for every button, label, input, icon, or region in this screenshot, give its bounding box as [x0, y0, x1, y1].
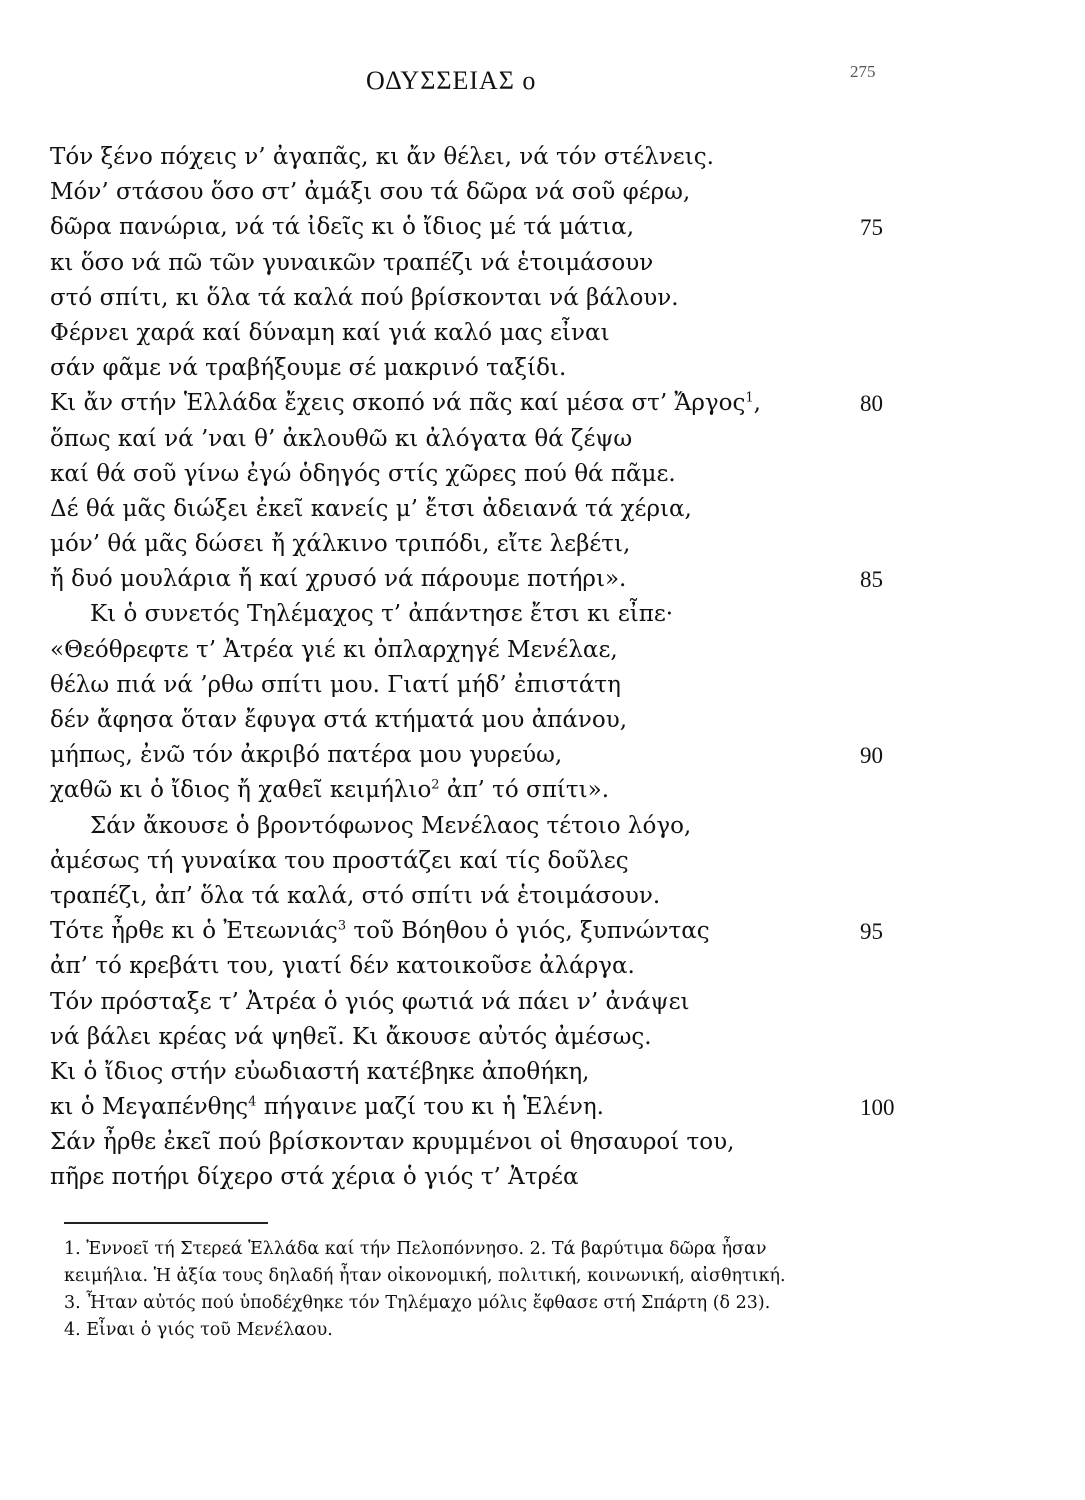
verse-text-main: σάν φᾶμε νά τραβήξουμε σέ μακρινό ταξίδι.: [50, 355, 567, 382]
verse-line: [0, 422, 1085, 457]
verse-line: [0, 914, 1085, 949]
verse-text-main: πῆρε ποτήρι δίχερο στά χέρια ὁ γιός τ’ Ἀτρέα: [50, 1164, 579, 1191]
footnote-line: 4. Εἶναι ὁ γιός τοῦ Μενέλαου.: [64, 1320, 333, 1340]
verse-text: [50, 316, 610, 351]
verse-line: [0, 809, 1085, 844]
verse-text-main: ὅπως καί νά ’ναι θ’ ἀκλουθῶ κι ἀλόγατα θά ζέψω: [50, 425, 633, 452]
verse-text: [50, 1055, 589, 1090]
line-number: 75: [860, 215, 883, 241]
verse-text: [50, 844, 629, 879]
verse-line: [0, 844, 1085, 879]
verse-line: [0, 281, 1085, 316]
verse-line: [0, 246, 1085, 281]
verse-text-main: Τότε ἦρθε κι ὁ Ἐτεωνιάς: [50, 918, 338, 945]
verse-line: [0, 492, 1085, 527]
verse-text: [50, 879, 660, 914]
verse-text-main: ἤ δυό μουλάρια ἤ καί χρυσό νά πάρουμε ποτήρι».: [50, 566, 627, 593]
verse-text: [50, 175, 690, 210]
verse-text-main: Μόν’ στάσου ὅσο στ’ ἀμάξι σου τά δῶρα νά σοῦ φέρω,: [50, 179, 691, 206]
verse-line: [0, 985, 1085, 1020]
verse-text-main: Κι ὁ συνετός Τηλέμαχος τ’ ἀπάντησε ἔτσι κι εἶπε·: [90, 601, 674, 628]
line-number: 100: [860, 1095, 895, 1121]
line-number: 80: [860, 391, 883, 417]
verse-text-main: στό σπίτι, κι ὅλα τά καλά πού βρίσκονται νά βάλουν.: [50, 284, 679, 311]
verse-text-main: Σάν ἦρθε ἐκεῖ πού βρίσκονταν κρυμμένοι οἱ θησαυροί του,: [50, 1129, 735, 1156]
verse-text-main: τραπέζι, ἀπ’ ὅλα τά καλά, στό σπίτι νά ἑτοιμάσουν.: [50, 882, 661, 909]
verse-line: [0, 316, 1085, 351]
verse-text: [90, 597, 673, 632]
verse-text-main: μόν’ θά μᾶς δώσει ἤ χάλκινο τριπόδι, εἴτε λεβέτι,: [50, 531, 631, 558]
verse-text-main: δῶρα πανώρια, νά τά ἰδεῖς κι ὁ ἴδιος μέ τά μάτια,: [50, 214, 635, 241]
verse-text: [50, 1090, 604, 1125]
verse-text-main: καί θά σοῦ γίνω ἐγώ ὁδηγός στίς χῶρες πού θά πᾶμε.: [50, 460, 676, 487]
verse-text-tail: ἀπ’ τό σπίτι».: [439, 777, 610, 804]
verse-text: [50, 1160, 578, 1195]
verse-text: [50, 386, 761, 421]
verse-text-tail: πήγαινε μαζί του κι ἡ Ἑλένη.: [256, 1094, 604, 1121]
verse-line: [0, 949, 1085, 984]
line-number: 90: [860, 743, 883, 769]
verse-text: [50, 914, 710, 949]
verse-line: [0, 351, 1085, 386]
verse-text: [50, 210, 634, 245]
verse-line: [0, 879, 1085, 914]
verse-text-main: θέλω πιά νά ’ρθω σπίτι μου. Γιατί μήδ’ ἐπιστάτη: [50, 671, 621, 698]
verse-line: [0, 1125, 1085, 1160]
verse-line: [0, 527, 1085, 562]
verse-line: [0, 1055, 1085, 1090]
verse-line: [0, 386, 1085, 421]
verse-text: [50, 985, 690, 1020]
verse-line: [0, 703, 1085, 738]
verse-text: [50, 633, 618, 668]
verse-line: [0, 562, 1085, 597]
verse-text: [50, 703, 627, 738]
verse-line: [0, 457, 1085, 492]
footnote-separator: [64, 1222, 268, 1224]
verse-text-main: χαθῶ κι ὁ ἴδιος ἤ χαθεῖ κειμήλιο: [50, 777, 432, 804]
verse-text: [50, 422, 632, 457]
footnote-marker: 3: [337, 918, 347, 934]
verse-text-main: Φέρνει χαρά καί δύναμη καί γιά καλό μας εἶναι: [50, 319, 610, 346]
verse-text-main: Κι ἄν στήν Ἑλλάδα ἔχεις σκοπό νά πᾶς καί μέσα στ’ Ἄργος: [50, 390, 746, 417]
verse-text: [50, 281, 679, 316]
page-number: 275: [850, 62, 876, 81]
verse-block: [0, 140, 1085, 1196]
verse-line: [0, 773, 1085, 808]
verse-text-main: μήπως, ἐνῶ τόν ἀκριβό πατέρα μου γυρεύω,: [50, 742, 563, 769]
verse-line: [0, 1020, 1085, 1055]
footnote-marker: 2: [431, 777, 440, 793]
verse-line: [0, 175, 1085, 210]
verse-text-main: Κι ὁ ἴδιος στήν εὐωδιαστή κατέβηκε ἀποθήκη,: [50, 1058, 590, 1085]
verse-text: [50, 1125, 734, 1160]
verse-text-main: ἀμέσως τή γυναίκα του προστάζει καί τίς δοῦλες: [50, 847, 629, 874]
footnote-marker: 4: [248, 1094, 257, 1110]
verse-line: [0, 597, 1085, 632]
footnote-marker: 1: [745, 390, 754, 406]
verse-line: [0, 738, 1085, 773]
verse-line: [0, 633, 1085, 668]
verse-text: [50, 457, 676, 492]
verse-text-main: «Θεόθρεφτε τ’ Ἀτρέα γιέ κι ὀπλαρχηγέ Μενέλαε,: [50, 636, 618, 663]
footnote-line: κειμήλια. Ἡ ἀξία τους δηλαδή ἦταν οἰκονομική, πολιτική, κοινωνική, αἰσθητική.: [64, 1266, 786, 1286]
verse-text: [50, 1020, 652, 1055]
footnotes: [64, 1236, 964, 1344]
verse-text: [50, 773, 609, 808]
verse-text-main: κι ὅσο νά πῶ τῶν γυναικῶν τραπέζι νά ἑτοιμάσουν: [50, 249, 654, 276]
verse-line: [0, 668, 1085, 703]
verse-line: [0, 1090, 1085, 1125]
verse-line: [0, 1160, 1085, 1195]
verse-text-main: Σάν ἄκουσε ὁ βροντόφωνος Μενέλαος τέτοιο λόγο,: [90, 812, 692, 839]
footnote-line: 1. Ἐννοεῖ τή Στερεά Ἑλλάδα καί τήν Πελοπόννησο. 2. Τά βαρύτιμα δῶρα ἦσαν: [64, 1239, 767, 1259]
verse-text: [50, 351, 566, 386]
verse-text-main: Τόν πρόσταξε τ’ Ἀτρέα ὁ γιός φωτιά νά πάει ν’ ἀνάψει: [50, 988, 690, 1015]
verse-text: [50, 140, 714, 175]
verse-text-main: ἀπ’ τό κρεβάτι του, γιατί δέν κατοικοῦσε ἀλάργα.: [50, 953, 635, 980]
verse-text-main: Δέ θά μᾶς διώξει ἐκεῖ κανείς μ’ ἔτσι ἀδειανά τά χέρια,: [50, 495, 692, 522]
verse-text-main: κι ὁ Μεγαπένθης: [50, 1094, 249, 1121]
verse-text: [50, 246, 653, 281]
verse-text: [50, 562, 626, 597]
line-number: 85: [860, 567, 883, 593]
verse-text: [90, 809, 691, 844]
verse-text-tail: ,: [753, 390, 761, 417]
verse-text: [50, 527, 630, 562]
verse-text: [50, 738, 562, 773]
verse-text: [50, 668, 621, 703]
verse-line: [0, 210, 1085, 245]
verse-text-main: δέν ἄφησα ὅταν ἔφυγα στά κτήματά μου ἀπάνου,: [50, 707, 628, 733]
line-number: 95: [860, 919, 883, 945]
running-head-title: ΟΔΥΣΣΕΙΑΣ ο: [366, 66, 537, 95]
verse-text-main: Τόν ξένο πόχεις ν’ ἀγαπᾶς, κι ἄν θέλει, νά τόν στέλνεις.: [50, 144, 714, 170]
footnote-line: 3. Ἦταν αὐτός πού ὑποδέχθηκε τόν Τηλέμαχο μόλις ἔφθασε στή Σπάρτη (δ 23).: [64, 1293, 771, 1313]
verse-line: [0, 140, 1085, 175]
verse-text-main: νά βάλει κρέας νά ψηθεῖ. Κι ἄκουσε αὐτός ἀμέσως.: [50, 1023, 652, 1050]
verse-text-tail: τοῦ Βόηθου ὁ γιός, ξυπνώντας: [346, 918, 710, 945]
verse-text: [50, 492, 692, 527]
verse-text: [50, 949, 635, 984]
